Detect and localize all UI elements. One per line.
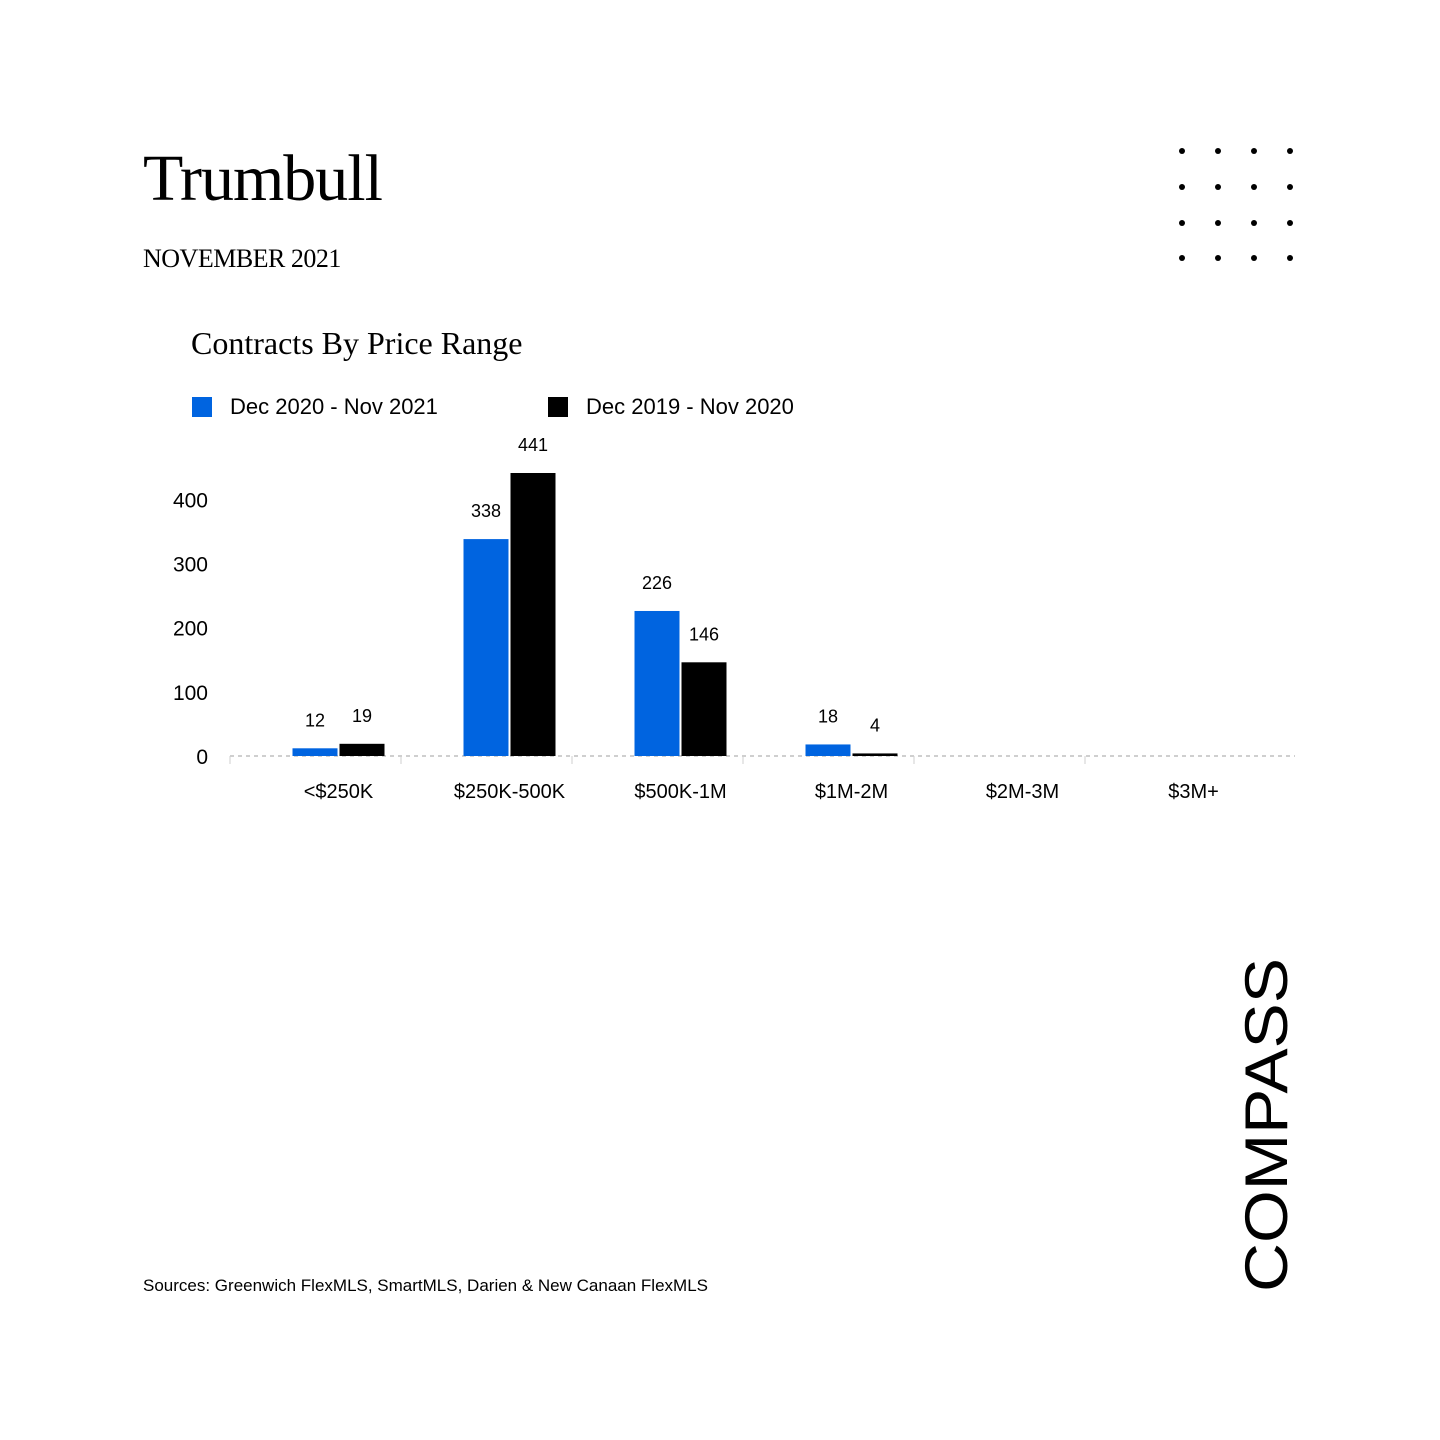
bar bbox=[682, 662, 727, 756]
y-tick-label: 200 bbox=[172, 617, 208, 641]
bar bbox=[293, 748, 338, 756]
data-label: 338 bbox=[470, 501, 502, 522]
x-tick-label: $2M-3M bbox=[985, 781, 1060, 803]
y-tick-label: 400 bbox=[172, 489, 208, 513]
x-tick-label: $250K-500K bbox=[453, 781, 566, 803]
page-title: Trumbull bbox=[143, 142, 382, 215]
page-subtitle: NOVEMBER 2021 bbox=[143, 244, 341, 273]
x-tick-label: $500K-1M bbox=[634, 781, 727, 803]
x-tick-label: <$250K bbox=[303, 781, 374, 803]
x-tick-label: $1M-2M bbox=[814, 781, 889, 803]
data-label: 12 bbox=[304, 710, 326, 731]
bar bbox=[340, 744, 385, 756]
y-tick-label: 0 bbox=[196, 746, 208, 769]
data-label: 226 bbox=[641, 572, 673, 593]
y-tick-label: 300 bbox=[172, 553, 208, 577]
compass-logo-icon bbox=[1233, 958, 1300, 1292]
data-label: 19 bbox=[351, 705, 373, 726]
data-label: 441 bbox=[517, 435, 549, 455]
bar bbox=[635, 611, 680, 756]
data-label: 18 bbox=[817, 706, 839, 727]
bar bbox=[853, 753, 898, 756]
compass-logo-text: COMPASS bbox=[1233, 996, 1300, 1292]
y-tick-label: 100 bbox=[172, 681, 208, 705]
bar bbox=[806, 744, 851, 756]
bar bbox=[464, 539, 509, 756]
sources-note: Sources: Greenwich FlexMLS, SmartMLS, Darien & New Canaan FlexMLS bbox=[143, 1276, 708, 1295]
chart-title: Contracts By Price Range bbox=[191, 325, 523, 361]
data-label: 4 bbox=[869, 715, 881, 736]
data-label: 146 bbox=[688, 624, 720, 645]
legend-label-prior: Dec 2019 - Nov 2020 bbox=[586, 394, 794, 419]
legend-label-current: Dec 2020 - Nov 2021 bbox=[230, 394, 438, 419]
x-tick-label: $3M+ bbox=[1168, 781, 1219, 803]
bar bbox=[511, 473, 556, 756]
